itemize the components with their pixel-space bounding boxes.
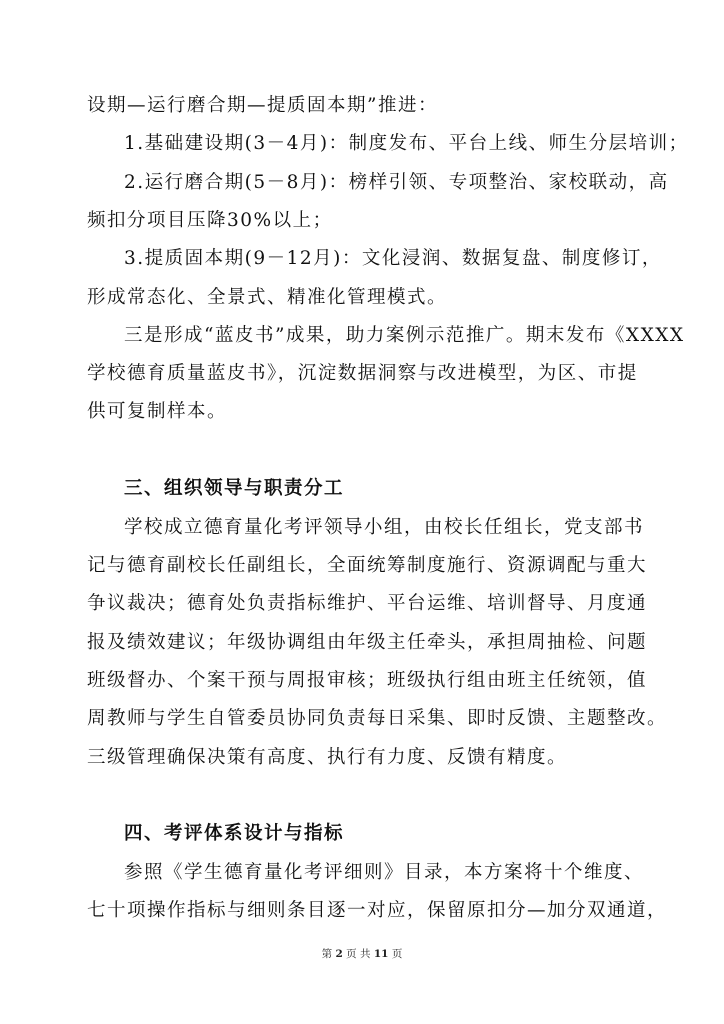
paragraph-line: 频扣分项目压降30%以上；	[87, 210, 333, 231]
paragraph-line: 3.提质固本期(9－12月)：文化浸润、数据复盘、制度修订，	[124, 248, 662, 269]
paragraph-line: 供可复制样本。	[87, 401, 228, 422]
paragraph-line: 参照《学生德育量化考评细则》目录，本方案将十个维度、	[124, 862, 645, 883]
footer-prefix: 第	[321, 948, 333, 960]
paragraph-line: 班级督办、个案干预与周报审核；班级执行组由班主任统领，值	[87, 670, 648, 691]
paragraph-line: 三级管理确保决策有高度、执行有力度、反馈有精度。	[87, 747, 568, 768]
paragraph-line: 三是形成“蓝皮书”成果，助力案例示范推广。期末发布《XXXX	[124, 325, 685, 346]
paragraph-line: 七十项操作指标与细则条目逐一对应，保留原扣分—加分双通道，	[87, 900, 668, 921]
paragraph-line: 周教师与学生自管委员协同负责每日采集、即时反馈、主题整改。	[87, 708, 668, 729]
paragraph-line: 记与德育副校长任副组长，全面统筹制度施行、资源调配与重大	[87, 555, 648, 576]
paragraph-line: 学校成立德育量化考评领导小组，由校长任组长，党支部书	[124, 517, 645, 538]
paragraph-line: 设期—运行磨合期—提质固本期”推进：	[87, 95, 438, 116]
paragraph-line: 2.运行磨合期(5－8月)：榜样引领、专项整治、家校联动，高	[124, 172, 669, 193]
page-footer	[0, 947, 724, 961]
paragraph-line: 形成常态化、全景式、精准化管理模式。	[87, 287, 448, 308]
footer-middle: 页 共	[346, 948, 371, 960]
paragraph-line: 学校德育质量蓝皮书》，沉淀数据洞察与改进模型，为区、市提	[87, 363, 638, 384]
section-heading: 三、组织领导与职责分工	[124, 478, 345, 499]
paragraph-line: 1.基础建设期(3－4月)：制度发布、平台上线、师生分层培训；	[124, 133, 689, 154]
total-page-count: 11	[373, 948, 389, 960]
section-heading: 四、考评体系设计与指标	[124, 823, 345, 844]
paragraph-line: 争议裁决；德育处负责指标维护、平台运维、培训督导、月度通	[87, 593, 648, 614]
current-page-number: 2	[335, 948, 343, 960]
footer-suffix: 页	[391, 948, 403, 960]
paragraph-line: 报及绩效建议；年级协调组由年级主任牵头，承担周抽检、问题	[87, 632, 648, 653]
